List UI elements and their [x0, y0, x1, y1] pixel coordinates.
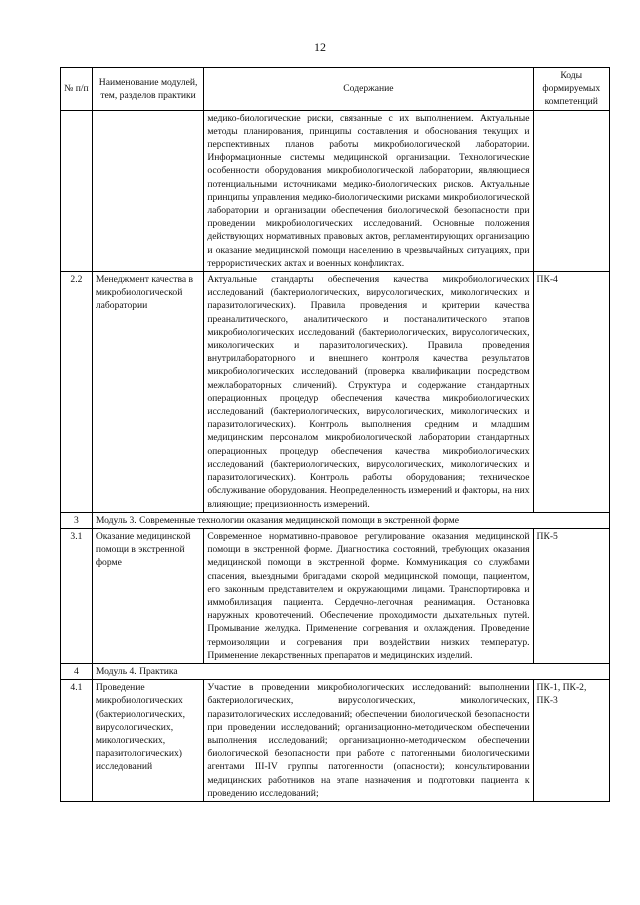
- header-content: Содержание: [204, 68, 533, 111]
- module-num: 3: [61, 512, 93, 528]
- row-content: Участие в проведении микробиологических исследований: выполнении бактериологических, вирусологических, микологических, паразитологических исследований; обеспечении биологической безопасности при проведении исследований; организационно-методическом обеспечении выполнения исследований; организационно-методическом обеспечении биологической безопасности при работе с патогенными биологическими агентами III-IV группы патогенности (опасности); консультировании медицинских работников на этапе назначения и подготовки пациента к проведению исследований;: [204, 680, 533, 802]
- row-codes: [533, 110, 609, 271]
- curriculum-table: [60, 67, 610, 802]
- table-row: [61, 528, 610, 663]
- table-header-row: [61, 68, 610, 111]
- row-num: [61, 110, 93, 271]
- row-name: Оказание медицинской помощи в экстренной форме: [92, 528, 203, 663]
- row-name: [92, 110, 203, 271]
- row-num: 3.1: [61, 528, 93, 663]
- row-content: Современное нормативно-правовое регулирование оказания медицинской помощи в экстренной форме. Диагностика состояний, требующих оказания медицинской помощи в экстренной форме. Коммуникация со службами спасения, выездными бригадами скорой медицинской помощи, пациентом, его законным представителем и окружающими лицами. Транспортировка и иммобилизация пациента. Сердечно-легочная реанимация. Остановка наружных кровотечений. Обеспечение проходимости дыхательных путей. Промывание желудка. Применение согревания и охлаждения. Проведение термоизоляции и согревания при воздействии низких температур. Применение лекарственных препаратов и медицинских изделий.: [204, 528, 533, 663]
- table-row: [61, 680, 610, 802]
- row-content: медико-биологические риски, связанные с их выполнением. Актуальные методы планирования, принципы составления и обоснования текущих и перспективных планов работы микробиологической лаборатории. Информационные системы медицинской организации. Технологические особенности оборудования микробиологической лаборатории, являющиеся потенциальными источниками медико-биологических рисков. Актуальные принципы управления медико-биологическими рисками микробиологической лаборатории и организации обеспечения биологической безопасности при проведении микробиологических исследований. Основные положения действующих нормативных правовых актов, регламентирующих организацию и оказание медицинской помощи населению в чрезвычайных ситуациях, при террористических актах и военных конфликтах.: [204, 110, 533, 271]
- module-num: 4: [61, 663, 93, 679]
- table-row: [61, 272, 610, 513]
- page-number: 12: [314, 40, 326, 54]
- row-codes: ПК-4: [533, 272, 609, 513]
- row-name: Проведение микробиологических (бактериологических, вирусологических, микологических, паразитологических) исследований: [92, 680, 203, 802]
- row-name: Менеджмент качества в микробиологической лаборатории: [92, 272, 203, 513]
- row-num: 4.1: [61, 680, 93, 802]
- header-codes: Коды формируемых компетенций: [533, 68, 609, 111]
- module-title: Модуль 4. Практика: [92, 663, 609, 679]
- header-name: Наименование модулей, тем, разделов практики: [92, 68, 203, 111]
- row-codes: ПК-1, ПК-2, ПК-3: [533, 680, 609, 802]
- module-row: [61, 663, 610, 679]
- row-num: 2.2: [61, 272, 93, 513]
- module-title: Модуль 3. Современные технологии оказания медицинской помощи в экстренной форме: [92, 512, 609, 528]
- table-row: [61, 110, 610, 271]
- row-codes: ПК-5: [533, 528, 609, 663]
- module-row: [61, 512, 610, 528]
- row-content: Актуальные стандарты обеспечения качества микробиологических исследований (бактериологических, вирусологических, микологических и паразитологических). Правила проведения и критерии качества преаналитического, аналитического и постаналитического этапов микробиологических исследований (бактериологических, вирусологических, микологических и паразитологических). Правила проведения внутрилабораторного и внешнего контроля качества результатов микробиологических исследований (проверка квалификации посредством межлабораторных сличений). Структура и содержание стандартных операционных процедур обеспечения качества микробиологических исследований (бактериологических, вирусологических, микологических и паразитологических). Контроль выполнения средним и младшим медицинским персоналом микробиологической лаборатории стандартных операционных процедур обеспечения качества микробиологических исследований (бактериологических, вирусологических, микологических и паразитологических). Контроль работы оборудования; техническое обслуживание оборудования. Неопределенность измерений и факторы, на них влияющие; прецизионность измерений.: [204, 272, 533, 513]
- header-num: № п/п: [61, 68, 93, 111]
